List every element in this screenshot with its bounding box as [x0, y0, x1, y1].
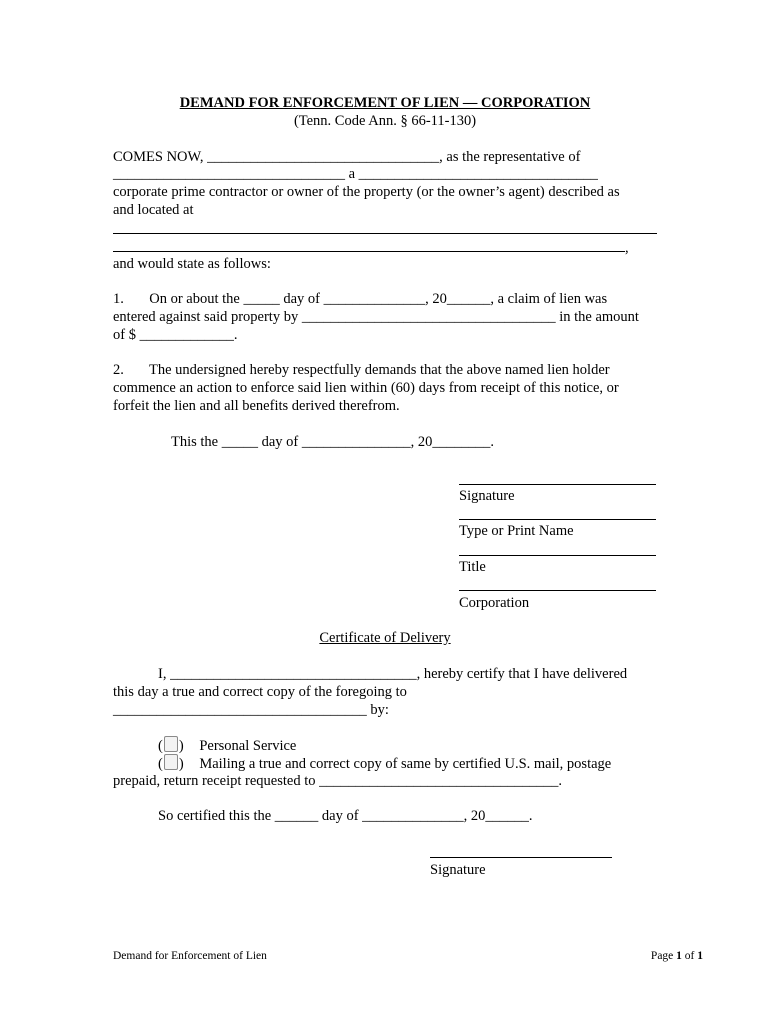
- certificate-heading: Certificate of Delivery: [319, 630, 451, 646]
- intro-comma: ,: [625, 240, 629, 256]
- corporation-label: Corporation: [459, 595, 530, 611]
- title-rule: [459, 555, 656, 556]
- para-2-line-1: 2. The undersigned hereby respectfully demands that the above named lien holder: [113, 362, 610, 378]
- personal-service-label: Personal Service: [199, 738, 297, 754]
- personal-service-checkbox[interactable]: [164, 736, 178, 752]
- intro-line-4: and located at: [113, 202, 194, 218]
- certified-mail-checkbox[interactable]: [164, 754, 178, 770]
- page-word: Page: [650, 950, 674, 962]
- corporation-rule: [459, 590, 656, 591]
- page-total: 1: [697, 950, 703, 962]
- print-name-label: Type or Print Name: [459, 523, 574, 539]
- property-address-line-2: [113, 251, 625, 252]
- signature-label: Signature: [459, 488, 515, 504]
- certified-mail-label: Mailing a true and correct copy of same by certified U.S. mail, postage: [199, 756, 612, 772]
- print-name-rule: [459, 519, 656, 520]
- certified-mail-line-2: prepaid, return receipt requested to _________________________________.: [113, 773, 563, 789]
- paren-close: ): [178, 738, 184, 754]
- property-address-line-1: [113, 233, 657, 234]
- intro-line-3: corporate prime contractor or owner of the property (or the owner’s agent) described as: [113, 184, 620, 200]
- para-1-line-3: of $ _____________.: [113, 327, 238, 343]
- certificate-line-2: this day a true and correct copy of the foregoing to: [113, 684, 407, 700]
- intro-line-2: ________________________________ a _________________________________: [113, 166, 598, 182]
- para-1-line-1: 1. On or about the _____ day of ______________, 20______, a claim of lien was: [113, 291, 608, 307]
- paren-close: ): [178, 756, 184, 772]
- option-certified-mail: [158, 754, 611, 773]
- certificate-line-3: ___________________________________ by:: [113, 702, 389, 718]
- page-current: 1: [676, 950, 682, 962]
- para-1-line-2: entered against said property by ___________________________________ in the amount: [113, 309, 639, 325]
- document-title: DEMAND FOR ENFORCEMENT OF LIEN — CORPORATION: [179, 95, 591, 111]
- paren-open: (: [158, 756, 163, 772]
- certificate-line-1: I, __________________________________, hereby certify that I have delivered: [158, 666, 628, 682]
- title-label: Title: [459, 559, 486, 575]
- of-word: of: [684, 950, 695, 962]
- certified-date-line: So certified this the ______ day of ______________, 20______.: [158, 808, 533, 824]
- intro-line-7: and would state as follows:: [113, 256, 271, 272]
- intro-line-1: COMES NOW, ________________________________, as the representative of: [113, 149, 581, 165]
- certificate-signature-rule: [430, 857, 612, 858]
- footer-page-number: [560, 947, 703, 965]
- option-personal-service: [158, 736, 296, 755]
- para-2-line-3: forfeit the lien and all benefits derived therefrom.: [113, 398, 400, 414]
- para-2-line-2: commence an action to enforce said lien within (60) days from receipt of this notice, or: [113, 380, 619, 396]
- certificate-signature-label: Signature: [430, 862, 486, 878]
- date-line: This the _____ day of _______________, 20________.: [171, 434, 495, 450]
- signature-rule: [459, 484, 656, 485]
- paren-open: (: [158, 738, 163, 754]
- footer-document-name: Demand for Enforcement of Lien: [113, 950, 267, 962]
- statute-citation: (Tenn. Code Ann. § 66-11-130): [293, 113, 477, 129]
